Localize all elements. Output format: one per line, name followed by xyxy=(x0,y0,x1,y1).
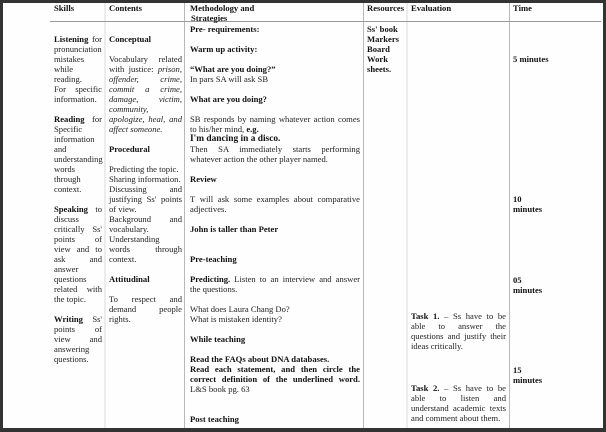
header-methodology-line2: Strategies xyxy=(191,13,228,23)
lesson-plan-page xyxy=(3,3,603,428)
evaluation-task-2: Task 2. – Ss have to be able to listen and understand academic texts and comment about them. xyxy=(411,383,506,423)
time-pre-teaching: 05 minutes xyxy=(513,275,543,295)
time-warm-up: 5 minutes xyxy=(513,54,549,64)
header-resources: Resources xyxy=(367,3,405,13)
skill-writing: Writing Ss' xyxy=(54,314,102,324)
header-evaluation: Evaluation xyxy=(411,3,452,13)
procedural-title: Procedural xyxy=(109,144,150,154)
column-divider-evaluation-time xyxy=(509,3,510,428)
resource-item: Ss' book xyxy=(367,24,398,34)
skill-reading: Reading for xyxy=(54,114,102,124)
resource-item: sheets. xyxy=(367,64,392,74)
resources-column xyxy=(367,24,405,74)
evaluation-task-1: Task 1. – Ss have to be able to answer the questions and justify their ideas critically. xyxy=(411,311,506,351)
methodology-column: Pre- requirements: Warm up activity: “What are you doing?” In pars SA will ask SB What are you doing? SB responds by naming whatever action comes to his/her mind, e.g. I'm dancing in a disco. Then SA immediately starts performing whatever action the other player named. Review T will ask some examples about comparative adjectives. John is taller than Peter Pre-teaching Predicting. Listen to an interview and answer the questions. What does Laura Chang Do? What is mistaken identity? While teaching Read the FAQs about DNA databases. Read each statement, and then circle the correct definition of the underlined word. L&S book pg. 63 Post teaching xyxy=(190,24,360,424)
header-underline xyxy=(50,21,601,22)
review-heading: Review xyxy=(190,174,217,184)
skill-listening: Listening for xyxy=(54,34,102,44)
skill-speaking-title: Speaking xyxy=(54,204,88,214)
time-while-teaching: 15 minutes xyxy=(513,365,543,385)
skill-listening-title: Listening xyxy=(54,34,89,44)
header-time: Time xyxy=(513,3,532,13)
pre-teaching-heading: Pre-teaching xyxy=(190,254,237,264)
contents-column: Conceptual Vocabulary related with justice: prison, offender, crime, commit a crime, damage, victim, community, apologize, heal, and affect someone. Procedural Predicting the topic. Sharing information. Discussing and justifying Ss' points of view. Background and vocabulary. Understanding words through context. Attitudinal To respect and demand people rights. xyxy=(109,34,182,324)
warm-up-heading: Warm up activity: xyxy=(190,44,258,54)
skill-reading-title: Reading xyxy=(54,114,85,124)
column-divider-resources-evaluation xyxy=(406,3,408,428)
resource-item: Markers xyxy=(367,34,399,44)
skill-writing-title: Writing xyxy=(54,314,83,324)
conceptual-title: Conceptual xyxy=(109,34,152,44)
column-divider-contents-methodology xyxy=(184,3,185,428)
attitudinal-title: Attitudinal xyxy=(109,274,150,284)
skills-column: Listening for pronunciation mistakes while reading. For specific information. Reading for Specific information and understanding words through context. Speaking to discuss critically Ss' points of view and to ask and answer questions related with the topic. Writing Ss' points of view and answering questions. xyxy=(54,34,103,364)
resource-item: Board xyxy=(367,44,390,54)
column-divider-methodology-resources xyxy=(363,3,364,428)
column-divider-skills-contents xyxy=(104,3,106,428)
warm-up-title: “What are you doing?” xyxy=(190,64,276,74)
while-teaching-heading: While teaching xyxy=(190,334,246,344)
post-teaching-heading: Post teaching xyxy=(190,414,239,424)
resource-item: Work xyxy=(367,54,389,64)
header-methodology-line1: Methodology and xyxy=(190,3,255,13)
header-skills: Skills xyxy=(54,3,75,13)
header-contents: Contents xyxy=(109,3,142,13)
skill-speaking: Speaking to xyxy=(54,204,102,214)
pre-requirements-heading: Pre- requirements: xyxy=(190,24,260,34)
time-review: 10 minutes xyxy=(513,194,543,214)
